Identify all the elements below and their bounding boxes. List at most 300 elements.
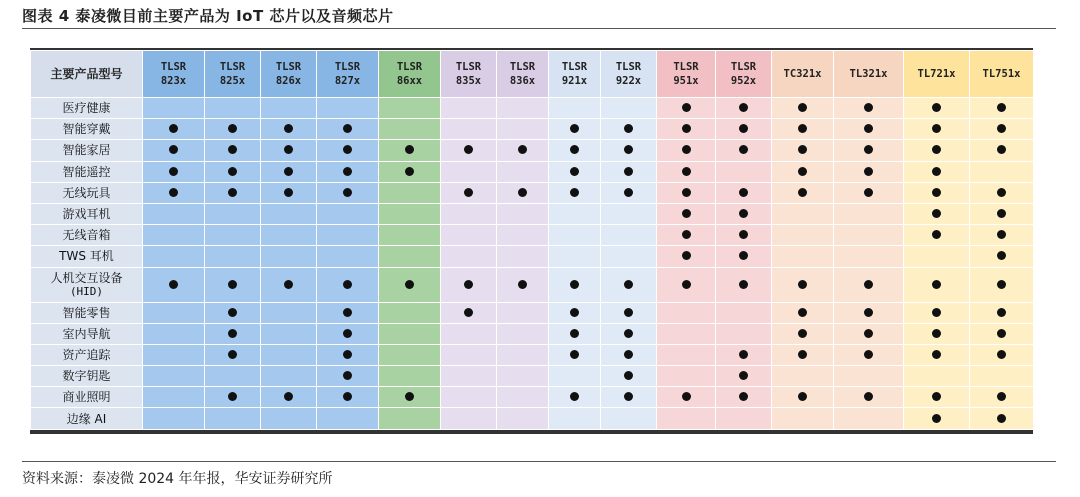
support-dot-icon (343, 145, 352, 154)
support-dot-icon (682, 209, 691, 218)
support-cell (205, 344, 261, 365)
support-dot-icon (570, 280, 579, 289)
support-cell (904, 366, 970, 387)
table-row (31, 98, 1034, 119)
support-cell (601, 302, 657, 323)
support-cell (716, 225, 772, 246)
support-cell (601, 161, 657, 182)
support-cell (261, 267, 317, 302)
column-header-line1: TLSR (561, 61, 588, 73)
support-cell (205, 140, 261, 161)
support-cell (657, 182, 716, 203)
support-cell (834, 366, 904, 387)
support-dot-icon (864, 350, 873, 359)
support-cell (904, 267, 970, 302)
support-cell (716, 246, 772, 267)
column-header-11 (772, 51, 834, 98)
support-cell (379, 323, 441, 344)
support-dot-icon (932, 392, 941, 401)
support-cell (904, 203, 970, 224)
support-cell (834, 323, 904, 344)
support-dot-icon (624, 145, 633, 154)
support-dot-icon (624, 280, 633, 289)
support-cell (143, 98, 205, 119)
column-header-line1: TL751x (982, 68, 1021, 80)
row-label-text: 医疗健康 (62, 101, 111, 116)
support-cell (904, 323, 970, 344)
support-dot-icon (228, 280, 237, 289)
support-cell (205, 387, 261, 408)
table-row (31, 344, 1034, 365)
support-dot-icon (997, 103, 1006, 112)
support-cell (317, 119, 379, 140)
support-dot-icon (624, 329, 633, 338)
support-cell (317, 225, 379, 246)
support-cell (441, 302, 497, 323)
support-cell (261, 323, 317, 344)
support-dot-icon (798, 103, 807, 112)
support-dot-icon (343, 371, 352, 380)
support-cell (441, 366, 497, 387)
column-header-line2: 825x (219, 75, 246, 87)
support-cell (601, 408, 657, 429)
support-dot-icon (997, 308, 1006, 317)
support-dot-icon (739, 188, 748, 197)
support-cell (261, 140, 317, 161)
support-dot-icon (864, 308, 873, 317)
support-cell (716, 98, 772, 119)
support-cell (716, 267, 772, 302)
support-dot-icon (798, 392, 807, 401)
support-cell (317, 408, 379, 429)
support-cell (970, 302, 1034, 323)
support-cell (657, 323, 716, 344)
support-dot-icon (228, 145, 237, 154)
support-dot-icon (997, 251, 1006, 260)
support-cell (970, 408, 1034, 429)
support-cell (549, 323, 601, 344)
support-cell (834, 246, 904, 267)
support-cell (205, 182, 261, 203)
row-label (31, 323, 143, 344)
support-cell (772, 344, 834, 365)
support-cell (261, 344, 317, 365)
corner-header: 主要产品型号 (31, 51, 143, 98)
column-header-line2: 921x (561, 75, 588, 87)
support-cell (834, 140, 904, 161)
column-header-line1: TLSR (615, 61, 642, 73)
column-header-10 (716, 51, 772, 98)
support-cell (379, 161, 441, 182)
support-cell (970, 323, 1034, 344)
row-label-text: 资产追踪 (62, 347, 111, 362)
support-cell (441, 182, 497, 203)
support-cell (716, 182, 772, 203)
support-dot-icon (169, 188, 178, 197)
support-cell (441, 119, 497, 140)
column-header-3 (317, 51, 379, 98)
support-dot-icon (997, 392, 1006, 401)
support-cell (834, 161, 904, 182)
support-cell (549, 203, 601, 224)
support-dot-icon (997, 230, 1006, 239)
column-header-line1: TLSR (673, 61, 699, 73)
support-cell (441, 267, 497, 302)
column-header-0 (143, 51, 205, 98)
support-cell (601, 344, 657, 365)
support-cell (441, 161, 497, 182)
support-dot-icon (228, 329, 237, 338)
support-cell (143, 246, 205, 267)
column-header-line2: 86xx (396, 75, 423, 87)
support-cell (549, 98, 601, 119)
support-cell (549, 225, 601, 246)
table-row (31, 323, 1034, 344)
support-cell (205, 246, 261, 267)
figure-title: 图表 4 泰凌微目前主要产品为 IoT 芯片以及音频芯片 (22, 7, 394, 25)
table-row (31, 267, 1034, 302)
support-cell (970, 161, 1034, 182)
table-row (31, 203, 1034, 224)
support-cell (379, 246, 441, 267)
support-cell (261, 302, 317, 323)
support-dot-icon (464, 280, 473, 289)
support-cell (716, 366, 772, 387)
row-label-text: 智能穿戴 (62, 122, 111, 137)
support-dot-icon (997, 329, 1006, 338)
column-header-line2: 951x (673, 75, 699, 87)
support-cell (261, 366, 317, 387)
support-dot-icon (864, 392, 873, 401)
support-dot-icon (624, 124, 633, 133)
support-cell (601, 225, 657, 246)
support-dot-icon (228, 124, 237, 133)
support-cell (772, 267, 834, 302)
support-cell (834, 98, 904, 119)
support-cell (657, 225, 716, 246)
support-cell (834, 225, 904, 246)
row-label (31, 267, 143, 302)
support-dot-icon (405, 392, 414, 401)
support-cell (904, 161, 970, 182)
support-dot-icon (864, 280, 873, 289)
support-dot-icon (464, 308, 473, 317)
support-cell (657, 161, 716, 182)
support-cell (205, 98, 261, 119)
support-cell (657, 98, 716, 119)
support-cell (205, 225, 261, 246)
support-cell (317, 161, 379, 182)
column-header-line1: TLSR (455, 61, 482, 73)
support-cell (497, 140, 549, 161)
support-cell (143, 182, 205, 203)
support-cell (379, 203, 441, 224)
support-dot-icon (682, 103, 691, 112)
support-cell (772, 366, 834, 387)
support-dot-icon (518, 280, 527, 289)
support-dot-icon (739, 124, 748, 133)
support-dot-icon (932, 124, 941, 133)
support-dot-icon (932, 350, 941, 359)
support-cell (497, 98, 549, 119)
support-cell (904, 140, 970, 161)
table-row (31, 225, 1034, 246)
column-header-line1: TLSR (160, 61, 187, 73)
column-header-line1: TLSR (509, 61, 536, 73)
support-dot-icon (624, 392, 633, 401)
row-label (31, 246, 143, 267)
support-cell (261, 182, 317, 203)
support-dot-icon (343, 124, 352, 133)
row-label (31, 140, 143, 161)
column-header-line2: 922x (615, 75, 642, 87)
support-dot-icon (228, 350, 237, 359)
support-cell (497, 408, 549, 429)
row-label-text: 人机交互设备 (50, 270, 123, 285)
support-dot-icon (570, 145, 579, 154)
support-cell (497, 366, 549, 387)
column-header-4 (379, 51, 441, 98)
support-dot-icon (570, 308, 579, 317)
support-cell (317, 267, 379, 302)
support-dot-icon (284, 167, 293, 176)
support-cell (772, 119, 834, 140)
support-cell (716, 302, 772, 323)
support-dot-icon (343, 350, 352, 359)
row-label (31, 203, 143, 224)
support-cell (261, 246, 317, 267)
support-cell (716, 203, 772, 224)
support-dot-icon (739, 371, 748, 380)
column-header-9 (657, 51, 716, 98)
table-row (31, 119, 1034, 140)
support-dot-icon (932, 414, 941, 423)
support-dot-icon (997, 145, 1006, 154)
support-cell (441, 344, 497, 365)
support-dot-icon (739, 251, 748, 260)
support-cell (261, 98, 317, 119)
table-row (31, 182, 1034, 203)
support-cell (549, 267, 601, 302)
support-cell (772, 302, 834, 323)
support-dot-icon (570, 124, 579, 133)
support-cell (904, 98, 970, 119)
support-cell (379, 267, 441, 302)
support-dot-icon (682, 145, 691, 154)
support-cell (970, 344, 1034, 365)
support-cell (904, 119, 970, 140)
support-cell (497, 119, 549, 140)
support-cell (379, 366, 441, 387)
column-header-line1: TLSR (730, 61, 757, 73)
row-label-text: 无线音箱 (62, 228, 111, 243)
support-cell (143, 203, 205, 224)
support-cell (261, 203, 317, 224)
support-dot-icon (798, 145, 807, 154)
support-cell (497, 203, 549, 224)
column-header-line2: 952x (730, 75, 757, 87)
support-cell (601, 323, 657, 344)
support-dot-icon (570, 167, 579, 176)
column-header-line1: TL721x (917, 68, 956, 80)
support-cell (317, 203, 379, 224)
support-cell (657, 140, 716, 161)
support-dot-icon (864, 167, 873, 176)
support-dot-icon (228, 308, 237, 317)
support-cell (772, 161, 834, 182)
support-dot-icon (682, 280, 691, 289)
support-dot-icon (997, 188, 1006, 197)
support-cell (261, 161, 317, 182)
support-cell (904, 344, 970, 365)
support-cell (904, 182, 970, 203)
support-cell (441, 246, 497, 267)
row-label (31, 98, 143, 119)
support-cell (379, 302, 441, 323)
support-cell (143, 225, 205, 246)
support-cell (834, 302, 904, 323)
support-dot-icon (624, 350, 633, 359)
support-cell (261, 119, 317, 140)
table-row (31, 246, 1034, 267)
row-label (31, 408, 143, 429)
row-label-text: 智能零售 (62, 305, 111, 320)
support-cell (601, 366, 657, 387)
support-dot-icon (932, 167, 941, 176)
column-header-13 (904, 51, 970, 98)
support-cell (970, 225, 1034, 246)
support-cell (834, 203, 904, 224)
support-cell (143, 267, 205, 302)
support-cell (143, 161, 205, 182)
product-table-container (30, 50, 1033, 430)
support-dot-icon (682, 124, 691, 133)
column-header-5 (441, 51, 497, 98)
support-cell (497, 344, 549, 365)
row-label (31, 119, 143, 140)
support-cell (970, 246, 1034, 267)
row-label (31, 387, 143, 408)
support-cell (601, 140, 657, 161)
row-label (31, 366, 143, 387)
support-dot-icon (570, 329, 579, 338)
support-cell (657, 267, 716, 302)
support-dot-icon (739, 392, 748, 401)
support-cell (379, 98, 441, 119)
support-cell (497, 161, 549, 182)
row-label (31, 225, 143, 246)
support-dot-icon (932, 209, 941, 218)
support-dot-icon (228, 188, 237, 197)
support-cell (379, 344, 441, 365)
title-divider (22, 28, 1056, 29)
support-dot-icon (932, 188, 941, 197)
support-dot-icon (864, 103, 873, 112)
support-cell (497, 225, 549, 246)
support-dot-icon (570, 392, 579, 401)
support-dot-icon (228, 392, 237, 401)
table-row (31, 302, 1034, 323)
support-cell (970, 267, 1034, 302)
row-label-text: 游戏耳机 (62, 207, 111, 222)
column-header-14 (970, 51, 1034, 98)
support-cell (970, 387, 1034, 408)
support-cell (497, 302, 549, 323)
support-cell (601, 387, 657, 408)
support-cell (143, 302, 205, 323)
support-dot-icon (997, 414, 1006, 423)
support-cell (772, 387, 834, 408)
support-cell (441, 408, 497, 429)
column-header-line2: 823x (160, 75, 187, 87)
support-dot-icon (798, 188, 807, 197)
support-dot-icon (739, 209, 748, 218)
row-label-text: 智能遥控 (62, 164, 111, 179)
support-cell (834, 119, 904, 140)
support-dot-icon (932, 145, 941, 154)
support-cell (657, 408, 716, 429)
support-cell (716, 119, 772, 140)
row-label-subtext: (HID) (69, 284, 104, 298)
support-dot-icon (739, 145, 748, 154)
row-label-text: 无线玩具 (62, 185, 111, 200)
row-label-text: 商业照明 (62, 390, 111, 405)
support-cell (379, 387, 441, 408)
support-cell (205, 366, 261, 387)
support-dot-icon (932, 308, 941, 317)
support-dot-icon (169, 280, 178, 289)
support-cell (379, 225, 441, 246)
column-header-line1: TL321x (849, 68, 888, 80)
support-dot-icon (997, 280, 1006, 289)
support-dot-icon (997, 350, 1006, 359)
support-cell (657, 246, 716, 267)
support-cell (657, 119, 716, 140)
support-dot-icon (682, 392, 691, 401)
support-cell (497, 323, 549, 344)
support-dot-icon (343, 329, 352, 338)
support-cell (441, 387, 497, 408)
support-cell (601, 246, 657, 267)
support-cell (772, 246, 834, 267)
support-cell (497, 182, 549, 203)
column-header-line2: 826x (275, 75, 302, 87)
support-cell (497, 246, 549, 267)
support-cell (205, 267, 261, 302)
support-dot-icon (570, 188, 579, 197)
support-dot-icon (932, 103, 941, 112)
support-cell (549, 161, 601, 182)
support-cell (657, 366, 716, 387)
support-cell (970, 203, 1034, 224)
support-cell (657, 203, 716, 224)
support-cell (205, 323, 261, 344)
support-dot-icon (624, 371, 633, 380)
row-label-text: TWS 耳机 (59, 249, 114, 264)
support-dot-icon (284, 280, 293, 289)
support-cell (834, 344, 904, 365)
support-dot-icon (864, 329, 873, 338)
support-cell (261, 387, 317, 408)
support-dot-icon (570, 350, 579, 359)
support-cell (317, 366, 379, 387)
column-header-6 (497, 51, 549, 98)
support-cell (549, 387, 601, 408)
support-dot-icon (997, 209, 1006, 218)
support-dot-icon (624, 188, 633, 197)
row-label (31, 182, 143, 203)
support-cell (834, 182, 904, 203)
